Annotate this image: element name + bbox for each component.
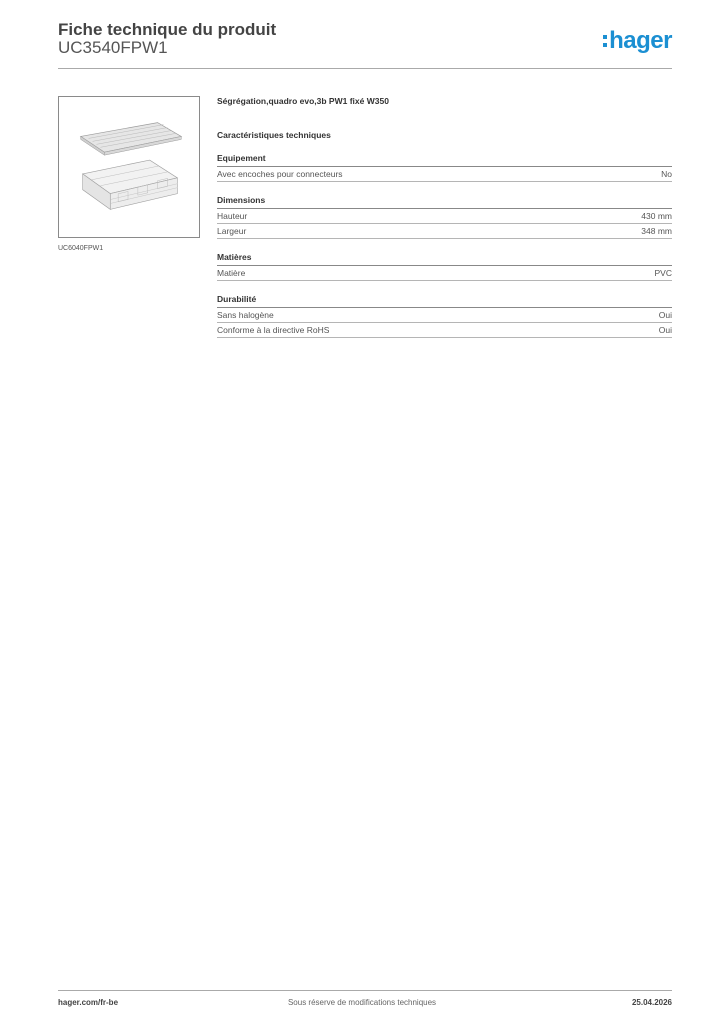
spec-value: 430 mm <box>641 211 672 221</box>
footer-website-link[interactable]: hager.com/fr-be <box>58 998 119 1007</box>
header-divider <box>58 68 672 69</box>
product-code: UC3540FPW1 <box>58 38 168 57</box>
footer-disclaimer: Sous réserve de modifications techniques <box>287 998 437 1007</box>
spec-label: Matière <box>217 268 246 278</box>
spec-value: Oui <box>658 325 672 335</box>
spec-value: PVC <box>654 268 672 278</box>
group-title: Equipement <box>217 153 672 167</box>
footer-divider <box>58 990 672 991</box>
spec-value: No <box>661 169 672 179</box>
spec-label: Largeur <box>217 226 247 236</box>
logo-colon-icon <box>603 33 607 49</box>
product-description: Ségrégation,quadro evo,3b PW1 fixé W350 <box>217 96 389 106</box>
spec-value: Oui <box>658 310 672 320</box>
logo-text: hager <box>609 27 672 54</box>
image-caption: UC6040FPW1 <box>58 245 104 252</box>
hager-logo <box>603 26 672 56</box>
segregation-panel-image <box>59 97 199 237</box>
group-title: Durabilité <box>217 294 672 308</box>
spec-value: 348 mm <box>641 226 672 236</box>
spec-row <box>217 266 672 281</box>
spec-label: Hauteur <box>217 211 248 221</box>
spec-group-matieres <box>217 252 672 281</box>
spec-row <box>217 167 672 182</box>
product-image-frame <box>58 96 200 238</box>
footer-date: 25.04.2026 <box>631 998 672 1007</box>
header-title: Fiche technique du produit <box>58 20 277 39</box>
spec-group-dimensions <box>217 195 672 239</box>
spec-content <box>217 96 672 351</box>
spec-label: Avec encoches pour connecteurs <box>217 169 343 179</box>
spec-label: Sans halogène <box>217 310 274 320</box>
spec-row <box>217 323 672 338</box>
section-heading: Caractéristiques techniques <box>217 130 331 140</box>
spec-row <box>217 224 672 239</box>
group-title: Matières <box>217 252 672 266</box>
group-title: Dimensions <box>217 195 672 209</box>
spec-group-equipement <box>217 153 672 182</box>
spec-label: Conforme à la directive RoHS <box>217 325 330 335</box>
spec-group-durabilite <box>217 294 672 338</box>
spec-row <box>217 209 672 224</box>
spec-row <box>217 308 672 323</box>
